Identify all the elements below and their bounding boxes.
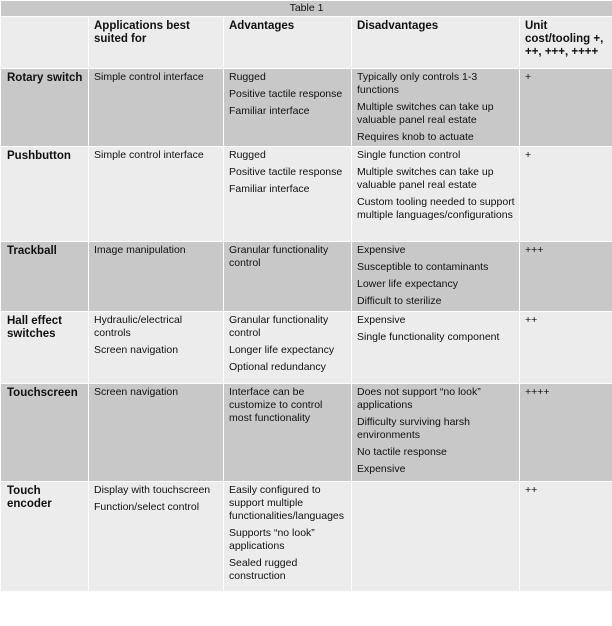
cost-cell: +	[520, 69, 612, 147]
table-row	[1, 312, 612, 384]
advantages-cell	[224, 69, 352, 147]
list-item: Multiple switches can take up valuable panel real estate	[357, 101, 494, 126]
list-item: Requires knob to actuate	[357, 131, 474, 143]
list-item: Hydraulic/electrical controls	[94, 314, 183, 339]
header-disadvantages: Disadvantages	[352, 17, 520, 69]
applications-cell	[89, 69, 224, 147]
list-item: Single function control	[357, 149, 461, 161]
list-item: Susceptible to contaminants	[357, 261, 489, 273]
table-row	[1, 242, 612, 312]
list-item: Image manipulation	[94, 244, 186, 256]
list-item: Interface can be customize to control most functionality	[229, 386, 323, 424]
cost-cell: ++	[520, 482, 612, 592]
list-item: Longer life expectancy	[229, 344, 335, 356]
list-item: Multiple switches can take up valuable panel real estate	[357, 166, 494, 191]
disadvantages-cell	[352, 312, 520, 384]
applications-cell	[89, 242, 224, 312]
list-item: Granular functionality control	[229, 244, 329, 269]
list-item: Sealed rugged construction	[229, 557, 298, 582]
list-item: Single functionality component	[357, 331, 500, 343]
list-item: Difficulty surviving harsh environments	[357, 416, 471, 441]
advantages-cell	[224, 482, 352, 592]
list-item: No tactile response	[357, 446, 447, 458]
disadvantages-cell	[352, 242, 520, 312]
cost-cell: +	[520, 147, 612, 242]
header-unit-cost: Unit cost/tooling +, ++, +++, ++++	[520, 17, 612, 69]
disadvantages-cell	[352, 147, 520, 242]
applications-cell	[89, 147, 224, 242]
list-item: Positive tactile response	[229, 166, 343, 178]
applications-cell	[89, 482, 224, 592]
list-item: Display with touchscreen	[94, 484, 211, 496]
list-item: Function/select control	[94, 501, 200, 513]
list-item: Screen navigation	[94, 344, 179, 356]
list-item: Simple control interface	[94, 149, 204, 161]
advantages-cell	[224, 384, 352, 482]
list-item: Simple control interface	[94, 71, 204, 83]
list-item: Custom tooling needed to support multiple languages/configurations	[357, 196, 515, 221]
list-item: Expensive	[357, 244, 406, 256]
list-item: Positive tactile response	[229, 88, 343, 100]
list-item: Rugged	[229, 149, 266, 161]
cost-cell: +++	[520, 242, 612, 312]
table-row	[1, 482, 612, 592]
list-item: Does not support “no look” applications	[357, 386, 481, 411]
header-applications: Applications best suited for	[89, 17, 224, 69]
table-row	[1, 147, 612, 242]
row-name: Rotary switch	[1, 69, 89, 147]
cost-cell: ++	[520, 312, 612, 384]
table-row	[1, 384, 612, 482]
list-item: Lower life expectancy	[357, 278, 458, 290]
disadvantages-cell	[352, 384, 520, 482]
list-item: Screen navigation	[94, 386, 179, 398]
advantages-cell	[224, 312, 352, 384]
header-advantages: Advantages	[224, 17, 352, 69]
list-item: Familiar interface	[229, 105, 310, 117]
row-name: Hall effect switches	[1, 312, 89, 384]
list-item: Optional redundancy	[229, 361, 326, 373]
applications-cell	[89, 312, 224, 384]
disadvantages-cell	[352, 69, 520, 147]
header-empty	[1, 17, 89, 69]
row-name: Pushbutton	[1, 147, 89, 242]
table-row	[1, 69, 612, 147]
row-name: Touch encoder	[1, 482, 89, 592]
list-item: Expensive	[357, 463, 406, 475]
list-item: Typically only controls 1-3 functions	[357, 71, 478, 96]
row-name: Trackball	[1, 242, 89, 312]
list-item: Difficult to sterilize	[357, 295, 442, 307]
advantages-cell	[224, 242, 352, 312]
list-item: Granular functionality control	[229, 314, 329, 339]
list-item: Familiar interface	[229, 183, 310, 195]
list-item: Rugged	[229, 71, 266, 83]
row-name: Touchscreen	[1, 384, 89, 482]
applications-cell	[89, 384, 224, 482]
list-item: Expensive	[357, 314, 406, 326]
list-item: Supports “no look” applications	[229, 527, 315, 552]
table-title: Table 1	[1, 1, 612, 17]
table-header-row	[1, 17, 612, 69]
advantages-cell	[224, 147, 352, 242]
cost-cell: ++++	[520, 384, 612, 482]
list-item: Easily configured to support multiple functionalities/languages	[229, 484, 344, 522]
disadvantages-cell	[352, 482, 520, 592]
